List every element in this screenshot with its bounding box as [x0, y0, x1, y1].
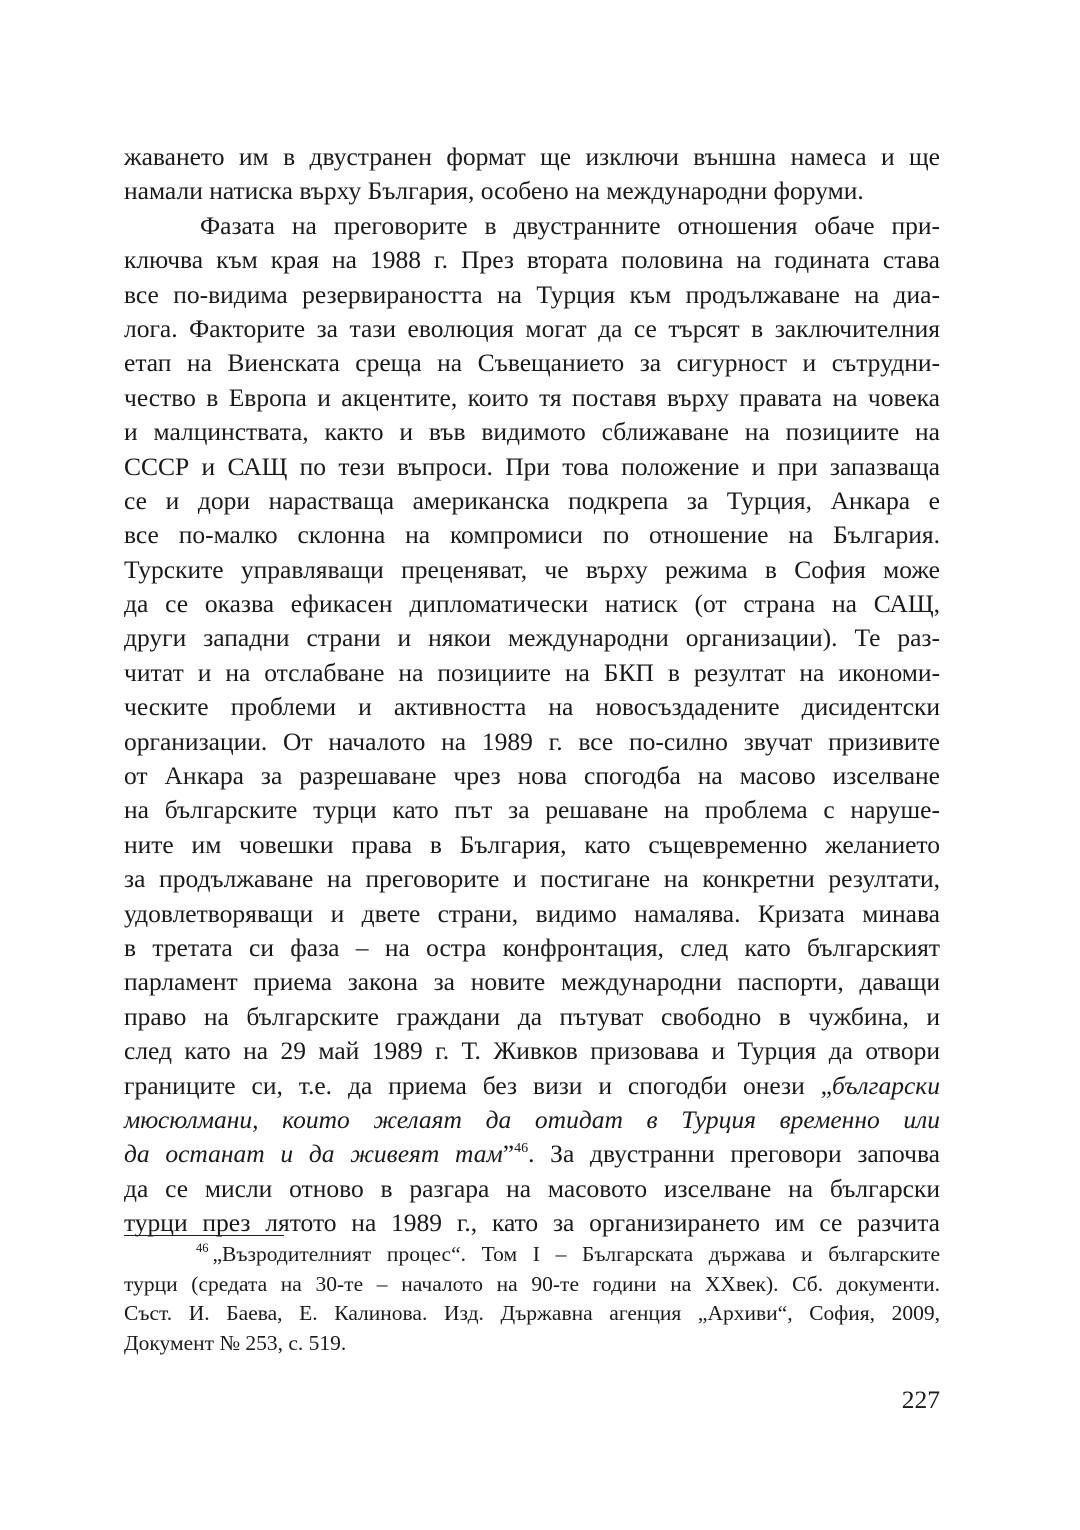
footnote	[124, 1240, 940, 1358]
body-line: за продължаване на преговорите и постигане на конкретни резултати,	[124, 864, 940, 894]
body-text-run: границите си, т.е. да приема без визи и спогодби онези „	[124, 1070, 832, 1100]
body-text-run: . За двустранни преговори започва	[528, 1139, 940, 1169]
footnote-separator	[124, 1235, 284, 1236]
footnote-line: Съст. И. Баева, Е. Калинова. Изд. Държавна агенция „Архиви“, София, 2009,	[124, 1301, 940, 1325]
body-line: организации. От началото на 1989 г. все по-силно звучат призивите	[124, 726, 940, 756]
footnote-line	[124, 1240, 940, 1270]
body-line: жаването им в двустранен формат ще изключи външна намеса и ще	[124, 142, 940, 171]
body-line: Фазата на преговорите в двустранните отношения обаче при-	[200, 210, 940, 240]
closing-quote: ”	[502, 1139, 515, 1169]
page-number: 227	[901, 1385, 940, 1414]
body-line: парламент приема закона за новите международни паспорти, даващи	[124, 967, 940, 997]
body-line: турци през лятото на 1989 г., като за организирането им се разчита	[124, 1208, 940, 1238]
body-line: да се оказва ефикасен дипломатически натиск (от страна на САЩ,	[124, 589, 940, 619]
body-line: етап на Виенската среща на Съвещанието за сигурност и сътрудни-	[124, 348, 940, 378]
body-line: лога. Факторите за тази еволюция могат да се търсят в заключителния	[124, 313, 940, 343]
body-line	[124, 1137, 940, 1171]
body-line: се и дори нарастваща американска подкрепа за Турция, Анкара е	[124, 485, 940, 515]
footnote-text: „Възродителният процес“. Том I – Българската държава и българските	[212, 1242, 940, 1266]
quote-text: да останат и да живеят там	[124, 1139, 503, 1169]
body-line: все по-малко склонна на компромиси по отношение на България.	[124, 520, 940, 550]
body-line: право на българските граждани да пътуват свободно в чужбина, и	[124, 1001, 940, 1031]
body-line: намали натиска върху България, особено на международни форуми.	[124, 176, 864, 206]
body-line: все по-видима резервираността на Турция към продължаване на диа-	[124, 279, 940, 309]
body-line: ческите проблеми и активността на новосъздадените дисидентски	[124, 692, 940, 722]
footnote-number: 46	[196, 1241, 209, 1255]
body-text	[124, 140, 940, 1241]
body-line: от Анкара за разрешаване чрез нова спогодба на масово изселване	[124, 761, 940, 791]
body-line: след като на 29 май 1989 г. Т. Живков призовава и Турция да отвори	[124, 1036, 940, 1066]
body-line: на българските турци като път за решаване на проблема с наруше-	[124, 795, 940, 825]
footnote-reference[interactable]: 46	[514, 1141, 529, 1157]
body-line: чество в Европа и акцентите, които тя поставя върху правата на човека	[124, 382, 940, 412]
footnote-line: турци (средата на 30-те – началото на 90-те години на XXвек). Сб. документи.	[124, 1271, 940, 1296]
body-line: удовлетворяващи и двете страни, видимо намалява. Кризата минава	[124, 898, 940, 928]
body-line: СССР и САЩ по тези въпроси. При това положение и при запазваща	[124, 451, 940, 481]
body-line: други западни страни и някои международни организации). Те раз-	[124, 623, 940, 653]
body-line: ните им човешки права в България, като същевременно желанието	[124, 829, 940, 859]
body-line: читат и на отслабване на позициите на БКП в резултат на икономи-	[124, 657, 940, 687]
body-line: и малцинствата, както и във видимото сближаване на позициите на	[124, 417, 940, 447]
body-line: в третата си фаза – на остра конфронтация, след като българският	[124, 932, 940, 962]
body-line: ключва към края на 1988 г. През втората половина на годината става	[124, 245, 940, 275]
footnote-line: Документ № 253, с. 519.	[124, 1330, 347, 1355]
body-line: да се мисли отново в разгара на масовото изселване на български	[124, 1173, 940, 1203]
quote-line: мюсюлмани, които желаят да отидат в Турция временно или	[124, 1104, 940, 1134]
body-line: Турските управляващи преценяват, че върху режима в София може	[124, 554, 940, 584]
quote-text: български	[832, 1070, 940, 1100]
body-line	[124, 1069, 940, 1103]
